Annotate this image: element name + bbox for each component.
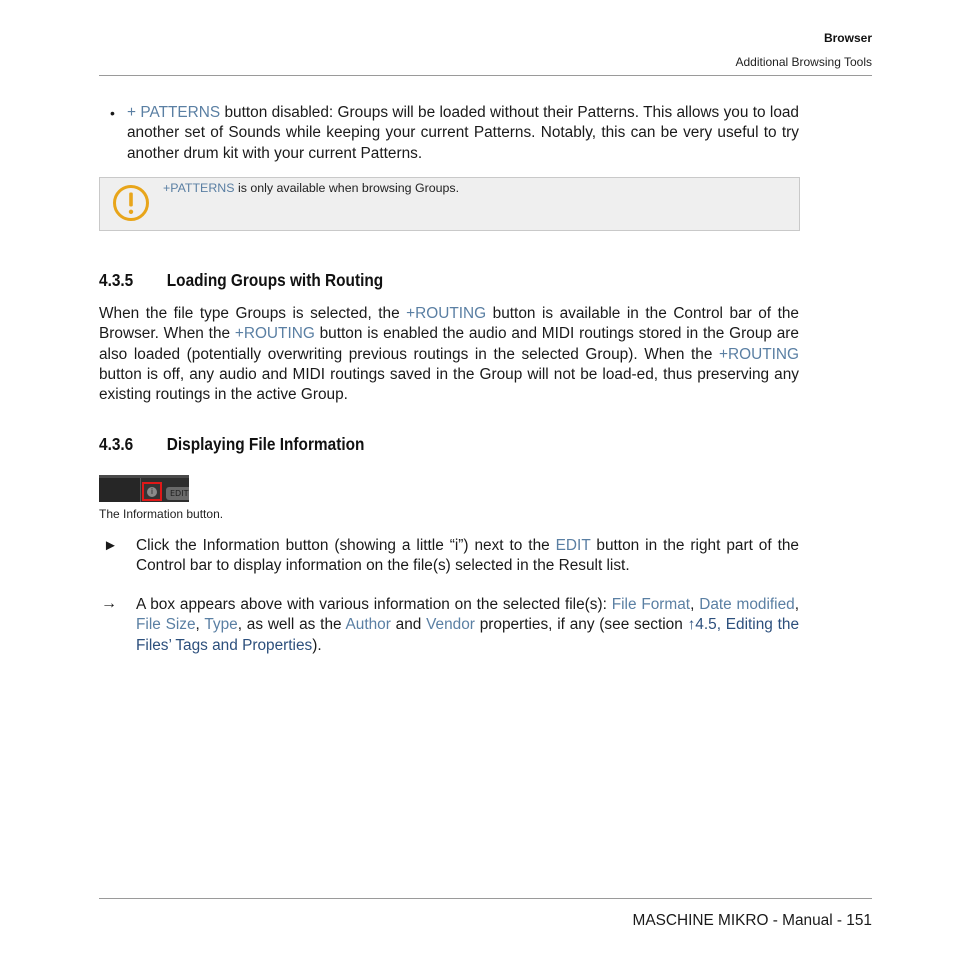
info-button-highlight (142, 482, 162, 501)
information-button-screenshot (99, 475, 189, 502)
patterns-bullet-paragraph (127, 103, 799, 164)
header-divider (99, 75, 872, 76)
section-title: Loading Groups with Routing (166, 270, 384, 290)
edit-button-ref: EDIT (555, 537, 591, 554)
note-text (163, 181, 459, 195)
running-header-section: Additional Browsing Tools (735, 55, 872, 69)
note-body: is only available when browsing Groups. (234, 181, 460, 195)
section-heading-435 (99, 270, 383, 291)
attr-type: Type (204, 616, 238, 634)
result-text-5: ). (312, 636, 322, 654)
section-number: 4.3.6 (99, 434, 134, 454)
bullet-body: button disabled: Groups will be loaded without their Patterns. This allows you to load another set of Sounds while keeping your current Patterns. Notably, this can be very useful to try another drum kit with your current Patterns. (127, 104, 799, 162)
edit-button[interactable]: EDIT (166, 487, 189, 500)
result-text-3: and (390, 616, 427, 634)
running-header-chapter: Browser (823, 31, 872, 45)
attr-vendor: Vendor (426, 616, 475, 634)
attr-author: Author (345, 616, 391, 634)
routing-text-1: When the file type Groups is selected, the (99, 305, 407, 322)
result-text-2: , as well as the (237, 616, 346, 634)
result-text-1: A box appears above with various information on the selected file(s): (136, 596, 612, 613)
section-title: Displaying File Information (166, 434, 365, 454)
step-paragraph (136, 536, 799, 577)
result-arrow-icon: → (101, 595, 117, 612)
cross-reference-link[interactable]: ↑4.5, Editing the Files’ Tags and Properties (136, 616, 800, 654)
routing-button-ref: +ROUTING (406, 305, 487, 322)
routing-text-3: button is enabled the audio and MIDI routings stored in the Group are also loaded (potentially overwriting previous routings in the selected Group). When the (99, 325, 799, 363)
step-arrow-icon: ► (103, 537, 118, 554)
step-text-1: Click the Information button (showing a little “i”) next to the (136, 537, 556, 554)
bullet-marker: • (110, 105, 115, 121)
page-footer: MASCHINE MIKRO - Manual - 151 (632, 912, 872, 929)
routing-paragraph (99, 304, 799, 405)
section-heading-436 (99, 434, 364, 455)
result-paragraph (136, 595, 799, 656)
routing-text-4: button is off, any audio and MIDI routings saved in the Group will not be load-ed, thus preserving any existing routings in the active Group. (99, 365, 799, 404)
section-number: 4.3.5 (99, 270, 134, 290)
result-text-4: properties, if any (see section (474, 616, 688, 634)
routing-text-2: button is available in the Control bar of the Browser. When the (99, 305, 799, 343)
note-patterns-ref: +PATTERNS (163, 181, 235, 195)
step-text-2: button in the right part of the Control bar to display information on the file(s) selected in the Result list. (136, 537, 799, 575)
routing-button-ref: +ROUTING (234, 325, 315, 343)
attr-file-format: File Format (611, 596, 691, 613)
figure-caption: The Information button. (99, 507, 224, 521)
warning-icon (112, 184, 150, 222)
attr-file-size: File Size (136, 616, 196, 634)
separator: , (195, 616, 205, 634)
routing-button-ref: +ROUTING (719, 345, 799, 363)
attr-date-modified: Date modified (699, 596, 795, 613)
patterns-button-ref: + PATTERNS (127, 104, 221, 121)
separator: , (794, 596, 799, 613)
info-icon[interactable]: i (147, 487, 157, 497)
footer-divider (99, 898, 872, 899)
separator: , (690, 596, 700, 613)
